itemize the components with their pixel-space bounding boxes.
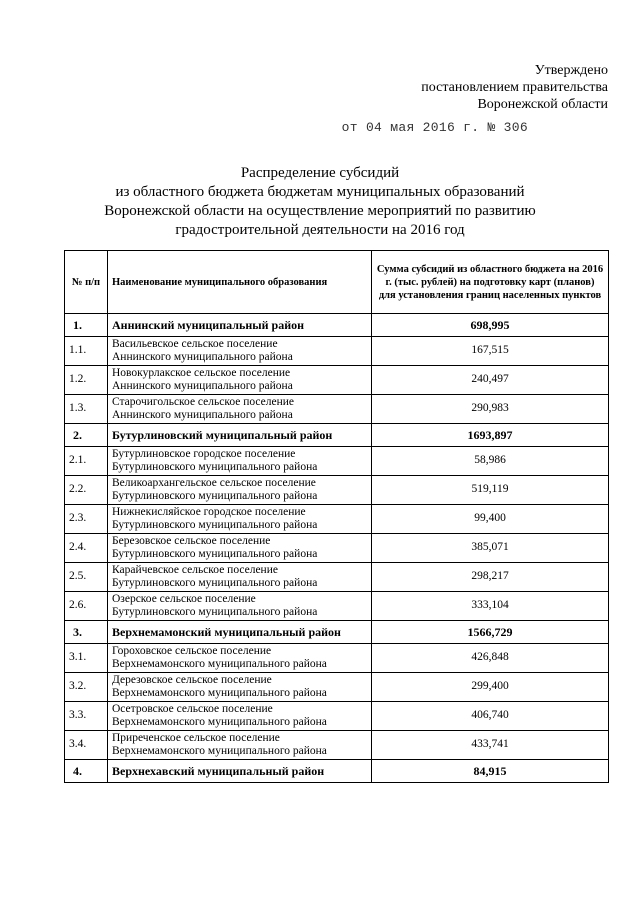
row-number: 1.3.	[65, 395, 108, 424]
row-number: 1.	[65, 314, 108, 337]
row-number: 3.4.	[65, 731, 108, 760]
row-name-cell	[108, 314, 372, 337]
row-name-cell	[108, 760, 372, 783]
row-number: 2.3.	[65, 505, 108, 534]
settlement-row	[65, 592, 609, 621]
row-number: 2.	[65, 424, 108, 447]
row-name-cell	[108, 673, 372, 702]
subsidy-table	[64, 250, 609, 783]
row-name-cell	[108, 447, 372, 476]
parent-district-name: Бутурлиновского муниципального района	[112, 519, 318, 531]
municipality-name: Старочигольское сельское поселение	[112, 395, 295, 408]
row-name-cell	[108, 621, 372, 644]
municipality-name: Новокурлакское сельское поселение	[112, 366, 291, 379]
parent-district-name: Бутурлиновского муниципального района	[112, 548, 318, 560]
settlement-row	[65, 563, 609, 592]
subsidy-amount: 426,848	[372, 644, 609, 673]
subsidy-amount: 433,741	[372, 731, 609, 760]
district-row	[65, 424, 609, 447]
row-number: 3.3.	[65, 702, 108, 731]
approval-line-1: Утверждено	[534, 63, 608, 78]
settlement-row	[65, 644, 609, 673]
row-name-cell	[108, 476, 372, 505]
approval-stamp	[342, 62, 608, 136]
subsidy-amount: 385,071	[372, 534, 609, 563]
row-number: 1.1.	[65, 337, 108, 366]
municipality-name: Бутурлиновский муниципальный район	[112, 427, 333, 442]
row-name-cell	[108, 731, 372, 760]
district-row	[65, 621, 609, 644]
approval-date: от 04 мая 2016 г. № 306	[341, 120, 528, 135]
parent-district-name: Верхнемамонского муниципального района	[112, 658, 327, 670]
municipality-name: Бутурлиновское городское поселение	[112, 447, 296, 460]
row-number: 3.1.	[65, 644, 108, 673]
settlement-row	[65, 337, 609, 366]
settlement-row	[65, 731, 609, 760]
subsidy-amount: 167,515	[372, 337, 609, 366]
row-number: 2.5.	[65, 563, 108, 592]
row-name-cell	[108, 702, 372, 731]
subsidy-amount: 1566,729	[372, 621, 609, 644]
subsidy-amount: 698,995	[372, 314, 609, 337]
row-number: 3.	[65, 621, 108, 644]
parent-district-name: Аннинского муниципального района	[112, 409, 293, 421]
settlement-row	[65, 447, 609, 476]
parent-district-name: Бутурлиновского муниципального района	[112, 577, 318, 589]
municipality-name: Великоархангельское сельское поселение	[112, 476, 316, 489]
subsidy-amount: 99,400	[372, 505, 609, 534]
row-number: 2.6.	[65, 592, 108, 621]
subsidy-amount: 298,217	[372, 563, 609, 592]
title-line-1: Распределение субсидий	[240, 165, 400, 181]
municipality-name: Аннинский муниципальный район	[112, 317, 305, 332]
parent-district-name: Верхнемамонского муниципального района	[112, 745, 327, 757]
municipality-name: Нижнекисляйское городское поселение	[112, 505, 306, 518]
municipality-name: Гороховское сельское поселение	[112, 644, 272, 657]
parent-district-name: Верхнемамонского муниципального района	[112, 716, 327, 728]
document-title	[0, 164, 640, 240]
settlement-row	[65, 673, 609, 702]
parent-district-name: Бутурлиновского муниципального района	[112, 606, 318, 618]
row-number: 2.1.	[65, 447, 108, 476]
district-row	[65, 760, 609, 783]
settlement-row	[65, 476, 609, 505]
municipality-name: Озерское сельское поселение	[112, 592, 256, 605]
title-line-4: градостроительной деятельности на 2016 год	[175, 222, 465, 238]
row-number: 2.2.	[65, 476, 108, 505]
row-name-cell	[108, 424, 372, 447]
parent-district-name: Верхнемамонского муниципального района	[112, 687, 327, 699]
subsidy-amount: 299,400	[372, 673, 609, 702]
municipality-name: Дерезовское сельское поселение	[112, 673, 272, 686]
subsidy-amount: 406,740	[372, 702, 609, 731]
table-body	[65, 314, 609, 783]
subsidy-amount: 58,986	[372, 447, 609, 476]
row-name-cell	[108, 592, 372, 621]
municipality-name: Верхнемамонский муниципальный район	[112, 624, 341, 639]
row-name-cell	[108, 644, 372, 673]
municipality-name: Приреченское сельское поселение	[112, 731, 280, 744]
approval-line-2: постановлением правительства	[421, 80, 608, 95]
district-row	[65, 314, 609, 337]
municipality-name: Васильевское сельское поселение	[112, 337, 278, 350]
municipality-name: Осетровское сельское поселение	[112, 702, 273, 715]
settlement-row	[65, 395, 609, 424]
row-name-cell	[108, 337, 372, 366]
row-number: 2.4.	[65, 534, 108, 563]
row-name-cell	[108, 395, 372, 424]
subsidy-amount: 84,915	[372, 760, 609, 783]
header-num: № п/п	[65, 251, 108, 314]
parent-district-name: Бутурлиновского муниципального района	[112, 461, 318, 473]
row-number: 3.2.	[65, 673, 108, 702]
row-name-cell	[108, 505, 372, 534]
title-line-3: Воронежской области на осуществление мероприятий по развитию	[104, 203, 536, 219]
header-sum: Сумма субсидий из областного бюджета на 2016 г. (тыс. рублей) на подготовку карт (планов) для установления границ населенных пунктов	[372, 251, 609, 314]
municipality-name: Верхнехавский муниципальный район	[112, 763, 325, 778]
settlement-row	[65, 366, 609, 395]
row-name-cell	[108, 534, 372, 563]
municipality-name: Карайчевское сельское поселение	[112, 563, 278, 576]
subsidy-amount: 333,104	[372, 592, 609, 621]
parent-district-name: Бутурлиновского муниципального района	[112, 490, 318, 502]
header-name: Наименование муниципального образования	[108, 251, 372, 314]
row-name-cell	[108, 366, 372, 395]
row-name-cell	[108, 563, 372, 592]
subsidy-amount: 1693,897	[372, 424, 609, 447]
title-line-2: из областного бюджета бюджетам муниципальных образований	[115, 184, 525, 200]
approval-line-3: Воронежской области	[477, 97, 608, 112]
settlement-row	[65, 505, 609, 534]
subsidy-amount: 519,119	[372, 476, 609, 505]
row-number: 4.	[65, 760, 108, 783]
parent-district-name: Аннинского муниципального района	[112, 351, 293, 363]
subsidy-amount: 240,497	[372, 366, 609, 395]
row-number: 1.2.	[65, 366, 108, 395]
municipality-name: Березовское сельское поселение	[112, 534, 271, 547]
settlement-row	[65, 534, 609, 563]
parent-district-name: Аннинского муниципального района	[112, 380, 293, 392]
subsidy-amount: 290,983	[372, 395, 609, 424]
table-header-row	[65, 251, 609, 314]
settlement-row	[65, 702, 609, 731]
